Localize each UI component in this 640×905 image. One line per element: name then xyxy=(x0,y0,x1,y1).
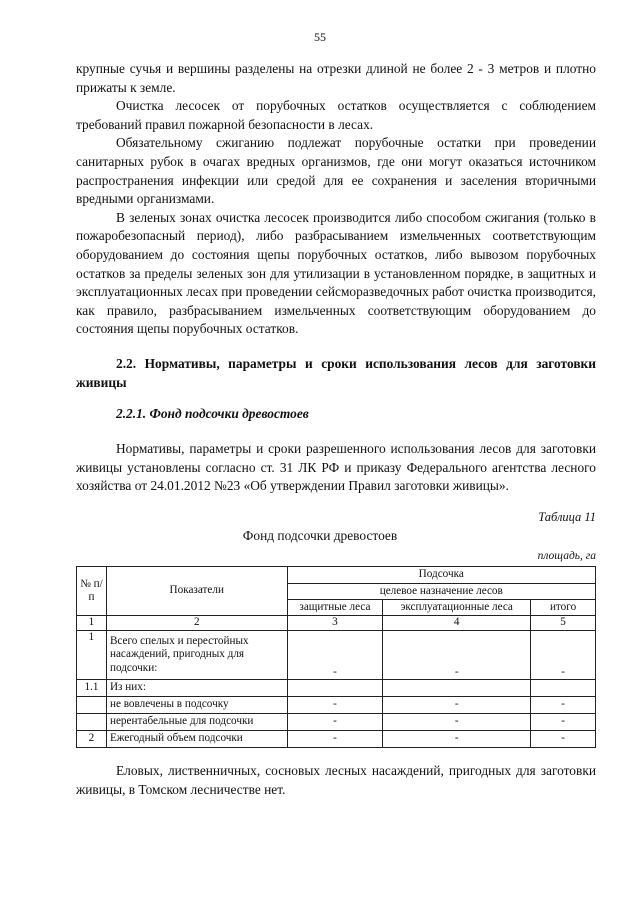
cell-value xyxy=(287,680,383,697)
cell-value: - xyxy=(531,731,596,748)
page-number: 55 xyxy=(314,30,326,44)
row-label: нерентабельные для подсочки xyxy=(106,714,287,731)
cell-value: - xyxy=(287,714,383,731)
header-protective: защитные леса xyxy=(287,600,383,616)
row-num: 1 xyxy=(77,631,107,680)
header-exploitation: эксплуатационные леса xyxy=(383,600,531,616)
header-group: Подсочка xyxy=(287,567,595,584)
paragraph: Еловых, лиственничных, сосновых лесных насаждений, пригодных для заготовки живицы, в Томском лесничестве нет. xyxy=(76,763,596,797)
text-block-bottom xyxy=(76,762,596,799)
header-indicator: Показатели xyxy=(106,567,287,616)
row-num: 1.1 xyxy=(77,680,107,697)
row-label: не вовлечены в подсочку xyxy=(106,697,287,714)
col-number: 1 xyxy=(77,616,107,631)
text-block-intro xyxy=(76,440,596,496)
cell-value: - xyxy=(383,631,531,680)
cell-value: - xyxy=(383,731,531,748)
header-subgroup: целевое назначение лесов xyxy=(287,584,595,600)
row-num xyxy=(77,714,107,731)
section-heading: 2.2. Нормативы, параметры и сроки использования лесов для заготовки живицы xyxy=(76,356,596,390)
header-total: итого xyxy=(531,600,596,616)
row-label: Всего спелых и перестойных насаждений, пригодных для подсочки: xyxy=(106,631,287,680)
table-row xyxy=(77,631,596,680)
table-row xyxy=(77,680,596,697)
paragraph: В зеленых зонах очистка лесосек производится либо способом сжигания (только в пожаробезопасный период), либо разбрасыванием измельченных соответствующим оборудованием до состояния щепы порубочных остатков, либо вывозом порубочных остатков за пределы зеленых зон для утилизации в установленном порядке, в защитных и эксплуатационных лесах при проведении сейсморазведочных работ очистка производится, как правило, разбрасыванием измельченных соответствующим оборудованием до состояния щепы порубочных остатков. xyxy=(76,209,596,337)
cell-value: - xyxy=(383,714,531,731)
cell-value xyxy=(531,680,596,697)
cell-value: - xyxy=(531,631,596,680)
stand-tapping-table xyxy=(76,566,596,748)
text-block-top xyxy=(76,60,596,339)
col-number: 3 xyxy=(287,616,383,631)
row-label: Из них: xyxy=(106,680,287,697)
col-number: 5 xyxy=(531,616,596,631)
paragraph: Очистка лесосек от порубочных остатков осуществляется с соблюдением требований правил пожарной безопасности в лесах. xyxy=(76,98,596,132)
cell-value: - xyxy=(287,631,383,680)
table-row xyxy=(77,731,596,748)
table-units: площадь, га xyxy=(537,550,596,562)
row-label: Ежегодный объем подсочки xyxy=(106,731,287,748)
cell-value: - xyxy=(531,714,596,731)
table-title: Фонд подсочки древостоев xyxy=(242,528,398,543)
paragraph: Обязательному сжиганию подлежат порубочные остатки при проведении санитарных рубок в очагах вредных организмов, где они могут оказаться источником распространения инфекции или средой для ее сохранения и заселения вторичными вредными организмами. xyxy=(76,135,596,207)
table-row xyxy=(77,697,596,714)
row-num: 2 xyxy=(77,731,107,748)
col-number: 2 xyxy=(106,616,287,631)
table-number: Таблица 11 xyxy=(538,510,596,524)
row-num xyxy=(77,697,107,714)
col-number: 4 xyxy=(383,616,531,631)
cell-value: - xyxy=(531,697,596,714)
table-row xyxy=(77,714,596,731)
cell-value: - xyxy=(287,731,383,748)
subsection-heading: 2.2.1. Фонд подсочки древостоев xyxy=(116,406,309,421)
cell-value: - xyxy=(287,697,383,714)
cell-value: - xyxy=(383,697,531,714)
paragraph: крупные сучья и вершины разделены на отрезки длиной не более 2 - 3 метров и плотно прижаты к земле. xyxy=(76,61,596,95)
cell-value xyxy=(383,680,531,697)
header-num: № п/п xyxy=(77,567,107,616)
paragraph: Нормативы, параметры и сроки разрешенного использования лесов для заготовки живицы установлены согласно ст. 31 ЛК РФ и приказу Федерального агентства лесного хозяйства от 24.01.2012 №23 «Об утверждении Правил заготовки живицы». xyxy=(76,441,596,494)
